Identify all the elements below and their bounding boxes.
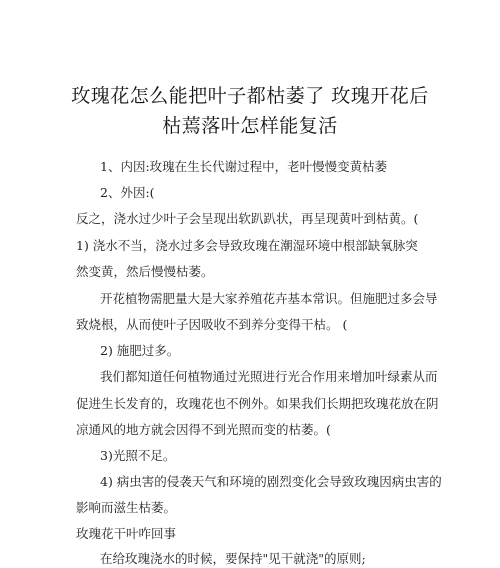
paragraph-line: 影响而滋生枯萎。 [76,500,177,515]
paragraph-line: 致烧根，从而使叶子因吸收不到养分变得干枯。 ( [76,317,348,332]
paragraph-line: 反之，浇水过少叶子会呈现出软趴趴状，再呈现黄叶到枯黄。( [76,211,419,226]
paragraph-line: 3)光照不足。 [100,448,176,463]
paragraph-line: 促进生长发育的，玫瑰花也不例外。如果我们长期把玫瑰花放在阴 [76,396,439,411]
title-line-1: 玫瑰花怎么能把叶子都枯萎了 玫瑰开花后 [71,85,429,107]
paragraph-line: 在给玫瑰浇水的时候，要保持"见干就浇"的原则; [100,551,366,566]
paragraph-line: 我们都知道任何植物通过光照进行光合作用来增加叶绿素从而 [100,369,438,384]
title-line-2: 枯蔫落叶怎样能复活 [162,115,338,137]
paragraph-line: 1、内因:玫瑰在生长代谢过程中，老叶慢慢变黄枯萎 [100,159,388,174]
section-heading: 玫瑰花干叶咋回事 [76,526,177,541]
paragraph-line: 1) 浇水不当，浇水过多会导致玫瑰在潮湿环境中根部缺氧脉突 [76,238,418,253]
paragraph-line: 2、外因:( [100,185,155,200]
paragraph-line: 开花植物需肥量大是大家养殖花卉基本常识。但施肥过多会导 [100,291,438,306]
paragraph-line: 凉通风的地方就会因得不到光照而变的枯萎。( [76,422,331,437]
paragraph-line: 4) 病虫害的侵袭天气和环境的剧烈变化会导致玫瑰因病虫害的 [100,474,442,489]
paragraph-line: 然变黄，然后慢慢枯萎。 [76,264,214,279]
paragraph-line: 2) 施肥过多。 [100,343,180,358]
